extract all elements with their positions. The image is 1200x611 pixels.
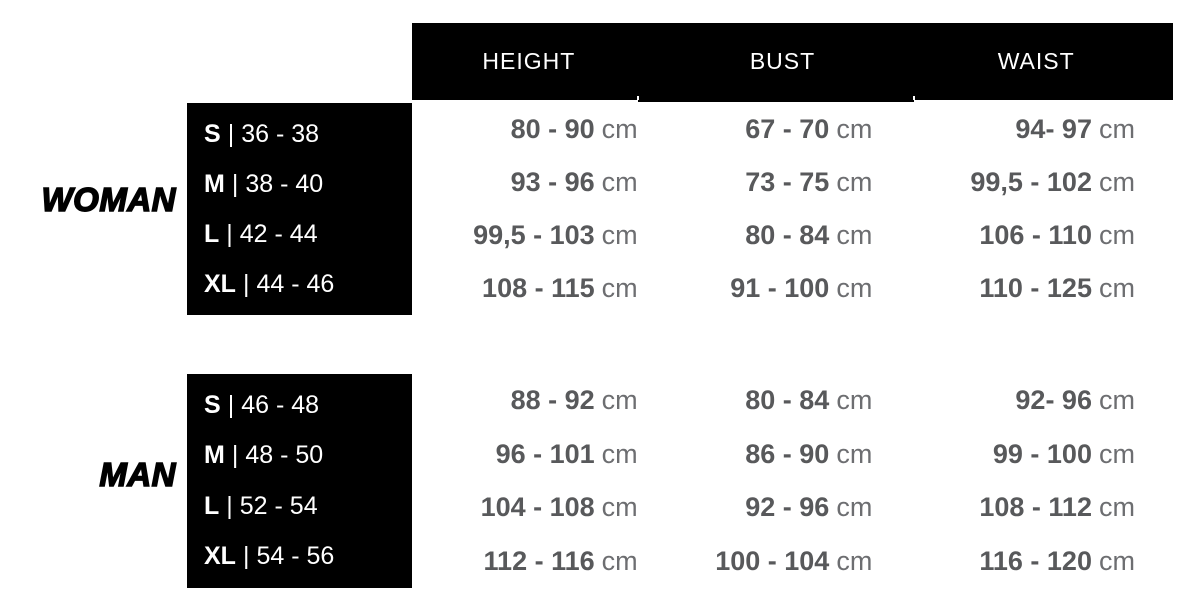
- man-s-height: 88 - 92 cm: [510, 385, 638, 416]
- size-separator: |: [231, 441, 239, 470]
- woman-l-bust: 80 - 84 cm: [745, 220, 873, 250]
- unit-label: cm: [836, 273, 873, 303]
- unit-label: cm: [601, 438, 638, 469]
- man-l-bust: 92 - 96 cm: [745, 492, 873, 523]
- unit-label: cm: [1098, 492, 1135, 523]
- woman-s-height: 80 - 90 cm: [510, 114, 638, 144]
- size-separator: |: [227, 119, 235, 148]
- unit-label: cm: [601, 545, 638, 576]
- size-letter: XL: [204, 542, 236, 571]
- size-row-man-m: [204, 443, 412, 468]
- unit-label: cm: [836, 545, 873, 576]
- size-range: 52 - 54: [239, 491, 318, 520]
- size-separator: |: [227, 390, 235, 419]
- size-range: 54 - 56: [256, 542, 335, 571]
- woman-xl-bust: 91 - 100 cm: [730, 273, 873, 303]
- woman-m-bust: 73 - 75 cm: [745, 167, 873, 197]
- man-l-waist: 108 - 112 cm: [979, 492, 1135, 523]
- woman-label: WOMAN: [41, 181, 176, 218]
- woman-m-height: 93 - 96 cm: [510, 167, 638, 197]
- man-xl-height: 112 - 116 cm: [483, 545, 638, 576]
- size-row-woman-s: [204, 119, 412, 148]
- size-row-man-l: [204, 491, 412, 520]
- unit-label: cm: [836, 220, 873, 250]
- size-row-man-xl: [204, 544, 412, 569]
- value-row-woman-xl: [412, 275, 1173, 302]
- woman-s-waist: 94- 97 cm: [1015, 114, 1135, 144]
- size-range: 38 - 40: [245, 169, 324, 198]
- size-range: 36 - 38: [241, 119, 320, 148]
- man-label: MAN: [99, 456, 176, 493]
- unit-label: cm: [1098, 438, 1135, 469]
- man-s-bust: 80 - 84 cm: [745, 385, 873, 416]
- size-range: 42 - 44: [239, 219, 318, 248]
- table-header: [412, 23, 1173, 100]
- woman-xl-waist: 110 - 125 cm: [979, 273, 1135, 303]
- size-separator: |: [226, 491, 233, 520]
- unit-label: cm: [1098, 167, 1135, 197]
- size-separator: |: [231, 169, 239, 198]
- man-xl-bust: 100 - 104 cm: [715, 545, 873, 576]
- header-seam: [638, 100, 914, 102]
- value-row-man-s: [412, 387, 1173, 414]
- unit-label: cm: [836, 167, 873, 197]
- unit-label: cm: [1098, 220, 1135, 250]
- unit-label: cm: [1098, 385, 1135, 416]
- unit-label: cm: [601, 273, 638, 303]
- woman-xl-height: 108 - 115 cm: [482, 273, 638, 303]
- man-l-height: 104 - 108 cm: [480, 492, 638, 523]
- size-letter: S: [204, 119, 221, 148]
- size-range: 44 - 46: [256, 269, 335, 298]
- man-size-box: [187, 374, 412, 588]
- header-waist: WAIST: [997, 48, 1075, 74]
- man-m-height: 96 - 101 cm: [495, 438, 638, 469]
- size-letter: S: [204, 390, 221, 419]
- unit-label: cm: [836, 492, 873, 523]
- unit-label: cm: [836, 438, 873, 469]
- unit-label: cm: [601, 385, 638, 416]
- unit-label: cm: [601, 167, 638, 197]
- size-separator: |: [242, 269, 250, 298]
- unit-label: cm: [836, 114, 873, 144]
- unit-label: cm: [601, 114, 638, 144]
- value-row-woman-l: [412, 222, 1173, 249]
- header-height: HEIGHT: [482, 48, 576, 74]
- size-letter: M: [204, 169, 225, 198]
- woman-m-waist: 99,5 - 102 cm: [970, 167, 1135, 197]
- size-letter: M: [204, 441, 225, 470]
- value-row-man-m: [412, 438, 1173, 469]
- value-row-woman-s: [412, 116, 1173, 143]
- woman-s-bust: 67 - 70 cm: [745, 114, 873, 144]
- size-row-woman-m: [204, 169, 412, 198]
- unit-label: cm: [1098, 114, 1135, 144]
- size-letter: XL: [204, 269, 236, 298]
- size-letter: L: [204, 491, 220, 520]
- man-xl-waist: 116 - 120 cm: [979, 545, 1135, 576]
- size-separator: |: [226, 219, 233, 248]
- value-row-woman-m: [412, 169, 1173, 196]
- header-bust: BUST: [749, 48, 816, 74]
- man-m-waist: 99 - 100 cm: [992, 438, 1135, 469]
- man-values: [412, 374, 1173, 588]
- unit-label: cm: [1098, 273, 1135, 303]
- man-s-waist: 92- 96 cm: [1015, 385, 1135, 416]
- size-row-woman-l: [204, 219, 412, 248]
- woman-l-waist: 106 - 110 cm: [979, 220, 1135, 250]
- value-row-man-l: [412, 494, 1173, 521]
- woman-size-box: [187, 103, 412, 315]
- size-row-man-s: [204, 390, 412, 419]
- unit-label: cm: [836, 385, 873, 416]
- unit-label: cm: [601, 220, 638, 250]
- size-letter: L: [204, 219, 220, 248]
- man-m-bust: 86 - 90 cm: [745, 438, 873, 469]
- size-row-woman-xl: [204, 269, 412, 298]
- woman-l-height: 99,5 - 103 cm: [473, 220, 638, 250]
- value-row-man-xl: [412, 545, 1173, 576]
- size-separator: |: [242, 542, 250, 571]
- size-range: 48 - 50: [245, 441, 324, 470]
- woman-values: [412, 103, 1173, 315]
- unit-label: cm: [601, 492, 638, 523]
- unit-label: cm: [1098, 545, 1135, 576]
- size-range: 46 - 48: [241, 390, 320, 419]
